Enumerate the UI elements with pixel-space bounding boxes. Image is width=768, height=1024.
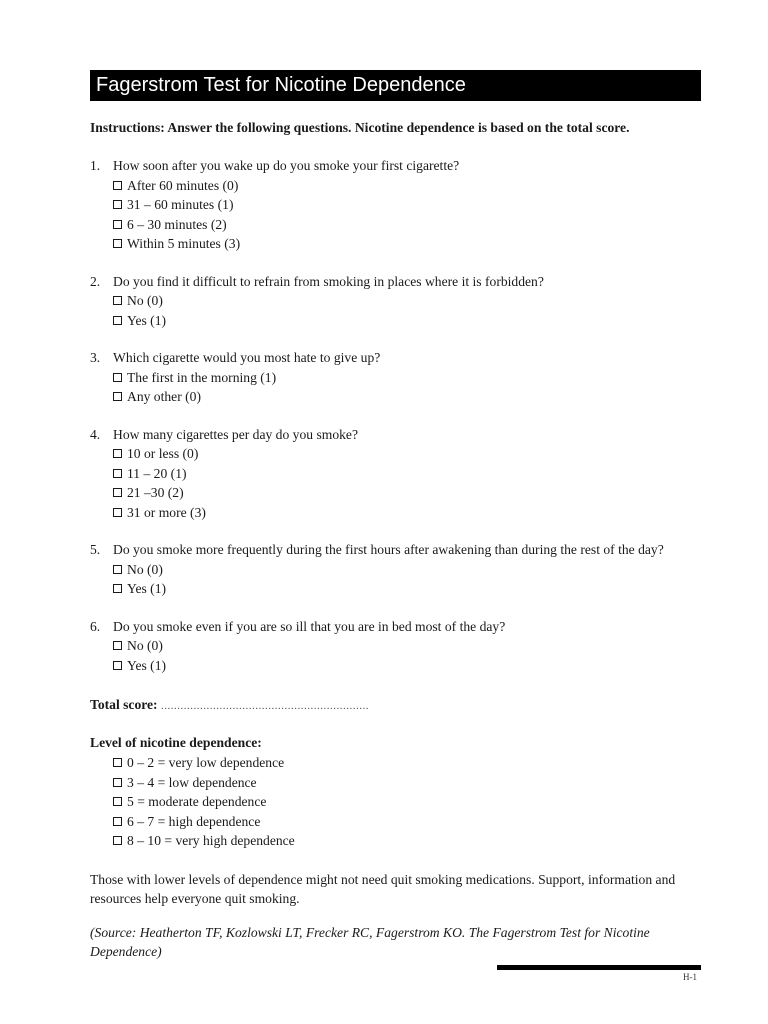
question-2	[90, 272, 701, 331]
answer-option[interactable]	[113, 291, 701, 311]
answer-option[interactable]	[113, 503, 701, 523]
checkbox-icon[interactable]	[113, 584, 122, 593]
checkbox-icon[interactable]	[113, 239, 122, 248]
answer-option[interactable]	[113, 195, 701, 215]
checkbox-icon[interactable]	[113, 836, 122, 845]
question-number: 1.	[90, 158, 101, 173]
question-4	[90, 425, 701, 523]
answer-option[interactable]	[113, 387, 701, 407]
answer-option-label: Yes (1)	[127, 312, 167, 328]
answer-option[interactable]	[113, 311, 701, 331]
checkbox-icon[interactable]	[113, 373, 122, 382]
answer-option-label: 31 or more (3)	[127, 504, 206, 520]
dependence-level-title: Level of nicotine dependence:	[90, 735, 262, 750]
question-line	[90, 156, 701, 176]
total-score-label: Total score:	[90, 697, 158, 712]
checkbox-icon[interactable]	[113, 181, 122, 190]
question-6	[90, 617, 701, 676]
instructions-text: Instructions: Answer the following questions. Nicotine dependence is based on the total score.	[90, 120, 630, 135]
total-score-field[interactable]: ................................................................	[161, 700, 369, 712]
dependence-level-option[interactable]	[113, 773, 701, 793]
answer-option[interactable]	[113, 579, 701, 599]
question-number: 2.	[90, 273, 101, 289]
answer-option[interactable]	[113, 176, 701, 196]
question-text: Which cigarette would you most hate to give up?	[113, 350, 381, 365]
dependence-level-label: 0 – 2 = very low dependence	[127, 755, 285, 770]
dependence-level-option[interactable]	[113, 831, 701, 851]
dependence-level-label: 6 – 7 = high dependence	[127, 813, 261, 829]
answer-option-label: Within 5 minutes (3)	[127, 236, 241, 251]
answer-option[interactable]	[113, 464, 701, 484]
question-line	[90, 540, 701, 560]
answer-option[interactable]	[113, 215, 701, 235]
answer-option-label: Yes (1)	[127, 657, 167, 673]
answer-option-label: No (0)	[127, 638, 163, 653]
checkbox-icon[interactable]	[113, 661, 122, 670]
dependence-level-label: 3 – 4 = low dependence	[127, 774, 257, 790]
answer-option-label: No (0)	[127, 561, 163, 577]
questions-list	[90, 156, 701, 675]
checkbox-icon[interactable]	[113, 200, 122, 209]
answer-option[interactable]	[113, 560, 701, 580]
answer-option-label: The first in the morning (1)	[127, 369, 277, 385]
question-line	[90, 617, 701, 637]
answer-option-label: Any other (0)	[127, 389, 201, 404]
answer-option-label: Yes (1)	[127, 581, 167, 596]
note-paragraph: Those with lower levels of dependence might not need quit smoking medications. Support, information and resources help everyone quit smoking.	[90, 871, 676, 906]
source-citation: (Source: Heatherton TF, Kozlowski LT, Frecker RC, Fagerstrom KO. The Fagerstrom Test for Nicotine Dependence)	[90, 924, 650, 959]
checkbox-icon[interactable]	[113, 778, 122, 787]
question-text: How many cigarettes per day do you smoke?	[113, 426, 358, 442]
checkbox-icon[interactable]	[113, 797, 122, 806]
checkbox-icon[interactable]	[113, 316, 122, 325]
question-line	[90, 348, 701, 368]
question-text: Do you smoke even if you are so ill that you are in bed most of the day?	[113, 618, 506, 634]
checkbox-icon[interactable]	[113, 565, 122, 574]
question-number: 5.	[90, 542, 101, 557]
answer-option-label: 6 – 30 minutes (2)	[127, 216, 227, 232]
checkbox-icon[interactable]	[113, 449, 122, 458]
checkbox-icon[interactable]	[113, 817, 122, 826]
question-text: Do you smoke more frequently during the first hours after awakening than during the rest of the day?	[113, 542, 664, 557]
dependence-level-options	[90, 753, 701, 851]
answer-option[interactable]	[113, 656, 701, 676]
question-number: 6.	[90, 618, 101, 634]
document-title: Fagerstrom Test for Nicotine Dependence	[90, 70, 701, 101]
question-line	[90, 272, 701, 292]
answer-option[interactable]	[113, 368, 701, 388]
footer-rule	[497, 965, 701, 970]
answer-option[interactable]	[113, 444, 701, 464]
answer-option-label: 10 or less (0)	[127, 446, 199, 461]
question-line	[90, 425, 701, 445]
answer-option-label: 31 – 60 minutes (1)	[127, 197, 234, 212]
question-3	[90, 348, 701, 407]
checkbox-icon[interactable]	[113, 296, 122, 305]
question-number: 4.	[90, 426, 101, 442]
answer-option-label: After 60 minutes (0)	[127, 177, 239, 193]
answer-option[interactable]	[113, 483, 701, 503]
answer-option[interactable]	[113, 636, 701, 656]
checkbox-icon[interactable]	[113, 508, 122, 517]
checkbox-icon[interactable]	[113, 469, 122, 478]
answer-option-label: 11 – 20 (1)	[127, 465, 187, 481]
answer-option[interactable]	[113, 234, 701, 254]
checkbox-icon[interactable]	[113, 220, 122, 229]
question-1	[90, 156, 701, 254]
dependence-level-option[interactable]	[113, 812, 701, 832]
question-5	[90, 540, 701, 599]
checkbox-icon[interactable]	[113, 488, 122, 497]
question-text: How soon after you wake up do you smoke your first cigarette?	[113, 158, 460, 173]
answer-option-label: No (0)	[127, 293, 163, 308]
answer-option-label: 21 –30 (2)	[127, 485, 184, 500]
question-text: Do you find it difficult to refrain from smoking in places where it is forbidden?	[113, 273, 544, 289]
dependence-level-label: 8 – 10 = very high dependence	[127, 833, 295, 848]
dependence-level-label: 5 = moderate dependence	[127, 794, 267, 809]
checkbox-icon[interactable]	[113, 392, 122, 401]
checkbox-icon[interactable]	[113, 758, 122, 767]
dependence-level-section	[90, 733, 701, 851]
page-number: H-1	[683, 972, 697, 982]
total-score	[90, 695, 701, 716]
checkbox-icon[interactable]	[113, 641, 122, 650]
dependence-level-option[interactable]	[113, 792, 701, 812]
dependence-level-option[interactable]	[113, 753, 701, 773]
document-page	[90, 70, 701, 961]
question-number: 3.	[90, 350, 101, 365]
